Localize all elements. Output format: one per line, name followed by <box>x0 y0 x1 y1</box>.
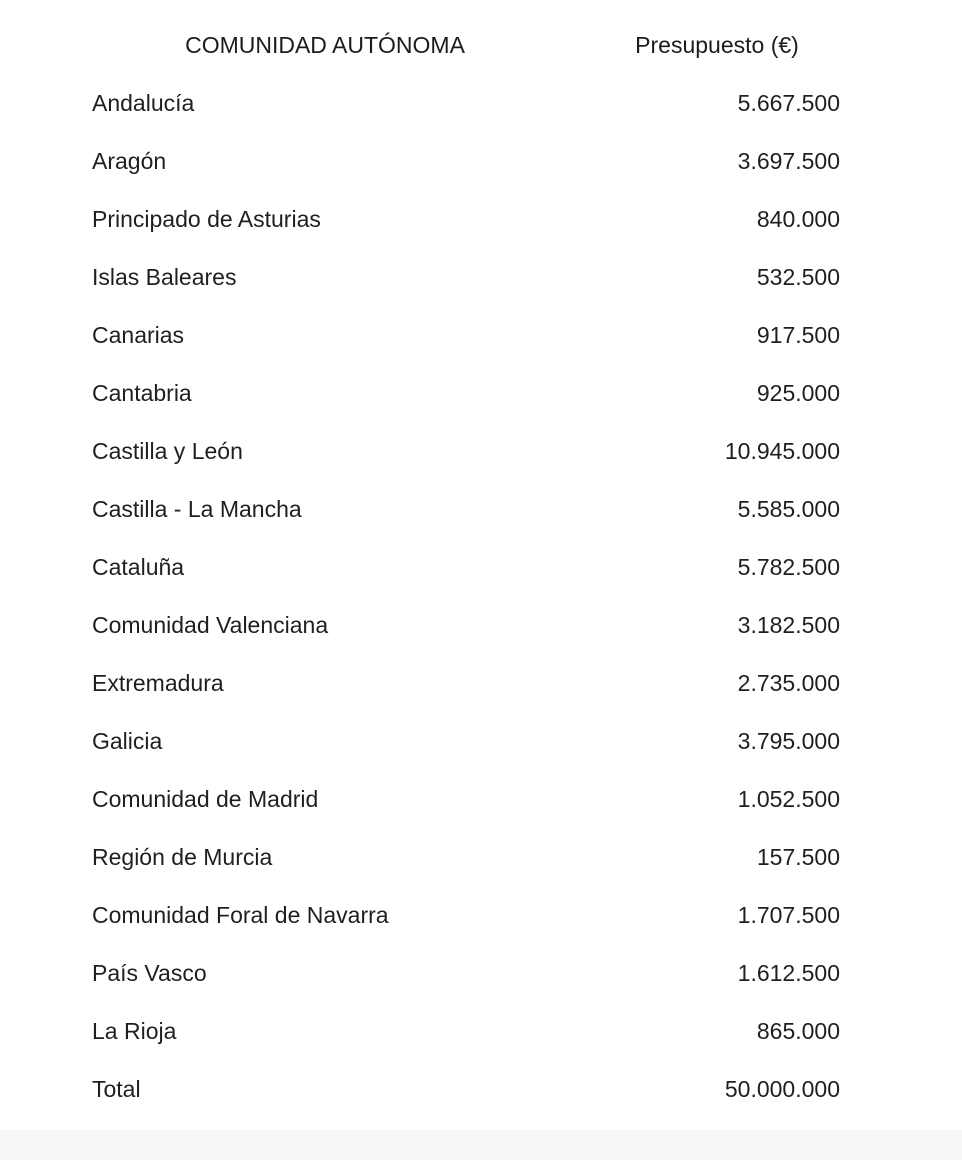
budget-value: 5.782.500 <box>737 553 840 580</box>
budget-value: 10.945.000 <box>724 437 840 464</box>
budget-value: 917.500 <box>756 321 840 348</box>
table-row <box>70 886 862 944</box>
budget-table <box>70 16 862 1118</box>
region-name: Castilla - La Mancha <box>92 495 302 522</box>
total-label: Total <box>92 1075 141 1102</box>
budget-value: 1.707.500 <box>737 901 840 928</box>
table-row <box>70 538 862 596</box>
region-name: Comunidad de Madrid <box>92 785 319 812</box>
table-row <box>70 596 862 654</box>
region-name: Islas Baleares <box>92 263 237 290</box>
budget-value: 2.735.000 <box>737 669 840 696</box>
table-row <box>70 132 862 190</box>
budget-value: 925.000 <box>756 379 840 406</box>
budget-value: 3.795.000 <box>737 727 840 754</box>
table-row <box>70 364 862 422</box>
table-row <box>70 712 862 770</box>
budget-value: 5.667.500 <box>737 89 840 116</box>
region-name: Extremadura <box>92 669 224 696</box>
table-row <box>70 828 862 886</box>
total-value: 50.000.000 <box>724 1075 840 1102</box>
table-row <box>70 654 862 712</box>
region-name: País Vasco <box>92 959 207 986</box>
page-bottom-band <box>0 1130 962 1160</box>
table-row <box>70 422 862 480</box>
budget-value: 157.500 <box>756 843 840 870</box>
table-body <box>70 74 862 1118</box>
budget-value: 1.052.500 <box>737 785 840 812</box>
region-name: Cantabria <box>92 379 192 406</box>
region-name: La Rioja <box>92 1017 177 1044</box>
region-name: Galicia <box>92 727 163 754</box>
region-name: Región de Murcia <box>92 843 273 870</box>
budget-value: 3.182.500 <box>737 611 840 638</box>
table-row <box>70 480 862 538</box>
column-header-budget: Presupuesto (€) <box>635 31 799 58</box>
total-row <box>70 1060 862 1118</box>
table-row <box>70 190 862 248</box>
table-row <box>70 248 862 306</box>
region-name: Cataluña <box>92 553 185 580</box>
table-row <box>70 306 862 364</box>
budget-value: 1.612.500 <box>737 959 840 986</box>
budget-value: 3.697.500 <box>737 147 840 174</box>
region-name: Andalucía <box>92 89 195 116</box>
table-row <box>70 74 862 132</box>
region-name: Castilla y León <box>92 437 243 464</box>
table-row <box>70 770 862 828</box>
region-name: Canarias <box>92 321 185 348</box>
region-name: Comunidad Foral de Navarra <box>92 901 389 928</box>
table-header <box>70 16 862 74</box>
region-name: Aragón <box>92 147 167 174</box>
column-header-region: COMUNIDAD AUTÓNOMA <box>185 31 465 58</box>
header-row <box>70 16 862 74</box>
region-name: Comunidad Valenciana <box>92 611 329 638</box>
budget-value: 840.000 <box>756 205 840 232</box>
table-row <box>70 1002 862 1060</box>
region-name: Principado de Asturias <box>92 205 321 232</box>
table-row <box>70 944 862 1002</box>
budget-value: 5.585.000 <box>737 495 840 522</box>
budget-value: 865.000 <box>756 1017 840 1044</box>
budget-value: 532.500 <box>756 263 840 290</box>
